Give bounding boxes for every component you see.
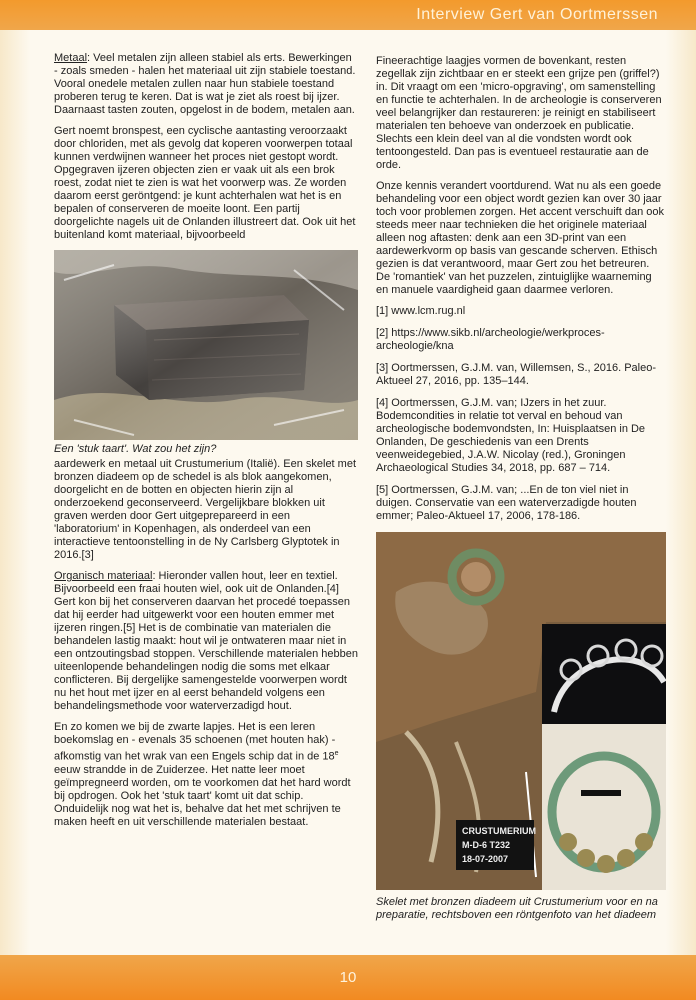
page-footer: [0, 955, 696, 1000]
lapjes-sup: e: [334, 750, 339, 757]
paragraph-zwarte-lapjes: [54, 721, 358, 829]
organisch-text: : Hieronder vallen hout, leer en textiel. Bijvoorbeeld een fraai houten wiel, ook uit de Onlanden.[4] Gert kon bij het conserveren daarvan het procedé toepassen dat hij eerder had uitgewerkt voor een houten emmer met ijzeren ringen.[5] Het is de combinatie van materialen die behandelen lastig maakt: hout wil je ontwateren maar niet in een ontzoutingsbad stoppen. Verschillende materialen hebben uiteenlopende behandelingen nodig die soms met elkaar conflicteren. Bij dergelijke samengestelde voorwerpen wordt nu het hout met ijzer en al eerst behandeld volgens een behandelingsmethode voor waterverzadigd hout.: [54, 570, 358, 712]
paragraph-fineer: Fineerachtige laagjes vormen de bovenkant, resten zegellak zijn zichtbaar en er steekt een grijze pen (griffel?) in. Dit vraagt om een 'micro-opgraving', om samenstelling en functie te achterhalen. In de archeologie is conserveren veel belangrijker dan restaureren: je reinigt en stabiliseert materialen ten behoeve van onderzoek en publicatie. Slechts een klein deel van al die vondsten wordt ook tentoongesteld. Dan pas is eventueel restauratie aan de orde.: [376, 55, 662, 171]
lapjes-text-a: En zo komen we bij de zwarte lapjes. Het is een leren boekomslag en - evenals 35 schoenen (met houten hak) - afkomstig van het wrak van een Engels schip dat in de 18: [54, 721, 336, 763]
paragraph-metaal: [54, 52, 358, 117]
paragraph-kennis: Onze kennis verandert voortdurend. Wat nu als een goede behandeling voor een object wordt gezien kan over 30 jaar toch voor problemen zorgen. Het accent verschuift dan ook steeds meer naar technieken die het originele materiaal alleen nog aftasten: denk aan een 3D-print van een aardewerkvorm op basis van gescande scherven. Ethisch gezien is dat verantwoord, maar Gert zou het betreuren. De 'romantiek' van het puzzelen, zintuiglijke waarneming en manuele vaardigheid gaan daarmee verloren.: [376, 180, 664, 296]
references: [376, 305, 666, 523]
page-number: 10: [339, 969, 357, 986]
photo-stuk-taart: [54, 250, 358, 440]
paragraph-crustumerium: aardewerk en metaal uit Crustumerium (Italië). Een skelet met bronzen diadeem op de schedel is als blok aangekomen, doorgelicht en de botten en objecten hierin zijn al onderzoekend geconserveerd. Vergelijkbare blokken uit graven werden door Gert uitgeprepareerd in een 'laboratorium' in Kopenhagen, als onderdeel van een interactieve tentoonstelling in de Ny Carlsberg Glyptotek in 2016.[3]: [54, 458, 357, 561]
photo-caption-stuk-taart: Een 'stuk taart'. Wat zou het zijn?: [54, 443, 217, 455]
label-line-3: 18-07-2007: [462, 854, 509, 864]
label-line-1: CRUSTUMERIUM: [462, 826, 536, 836]
stuk-taart-image: [54, 250, 358, 440]
lapjes-text-b: eeuw strandde in de Zuiderzee. Het natte leer moet geïmpregneerd worden, om te voorkomen dat het hard wordt bij opdrogen. Ook het 'stuk taart' komt uit dat schip. Onduidelijk nog wat het is, behalve dat het met schrijven te maken heeft en uit verschillende materialen bestaat.: [54, 763, 351, 828]
reference-3: [3] Oortmerssen, G.J.M. van, Willemsen, S., 2016. Paleo-Aktueel 27, 2016, pp. 135–144.: [376, 362, 656, 387]
reference-2: [2] https://www.sikb.nl/archeologie/werkproces-archeologie/kna: [376, 327, 605, 352]
photo-skelet-diadeem: [376, 532, 666, 890]
metaal-label: Metaal: [54, 52, 88, 64]
label-line-2: M-D-6 T232: [462, 840, 511, 850]
reference-1: [1] www.lcm.rug.nl: [376, 305, 466, 317]
reference-5: [5] Oortmerssen, G.J.M. van; ...En de ton viel niet in duigen. Conservatie van een waterverzadigde houten emmer; Paleo-Aktueel 17, 2006, 178-186.: [376, 484, 637, 522]
reference-4: [4] Oortmerssen, G.J.M. van; IJzers in het zuur. Bodemcondities in relatie tot verval en behoud van archeologische bodemvondsten, In: Huisplaatsen in De Onlanden, De geschiedenis van een Drents veenweidegebied, J.A.W. Nicolay (red.), Groningen Archaeological Studies 34, 2018, pp. 687 – 714.: [376, 397, 646, 474]
paragraph-bronspest: Gert noemt bronspest, een cyclische aantasting veroorzaakt door chloriden, met als gevolg dat koperen voorwerpen totaal kunnen verdwijnen wanneer het proces niet gestopt wordt. Opgegraven ijzeren objecten zien er vaak uit als een brok roest, zodat niet te zien is wat het voorwerp was. Ze worden daarom eerst geröntgend: je kunt achterhalen wat het is en bepalen of conserveren de moeite loont. Een partij doorgelichte nagels uit de Onlanden illustreert dat. Ook uit het buitenland komt materiaal, bijvoorbeeld: [54, 125, 356, 241]
organisch-label: Organisch materiaal: [54, 570, 153, 582]
right-column: [376, 55, 666, 924]
skelet-image: [376, 532, 666, 890]
paragraph-organisch: [54, 570, 358, 713]
header-title: Interview Gert van Oortmerssen: [416, 6, 658, 23]
page-header: [0, 0, 696, 30]
photo-caption-skelet: Skelet met bronzen diadeem uit Crustumerium voor en na preparatie, rechtsboven een röntgenfoto van het diadeem: [376, 896, 658, 921]
metaal-text-2: Daarnaast tasten zouten, opgelost in de bodem, metalen aan.: [54, 104, 355, 116]
metaal-text: : Veel metalen zijn alleen stabiel als erts. Bewerkingen - zoals smeden - halen het materiaal uit zijn stabiele toestand. Vooral onedele metalen zullen naar hun stabiele toestand proberen terug te keren. Dat is wat je ziet als roest bij ijzer.: [54, 52, 356, 103]
left-column: [54, 52, 358, 837]
